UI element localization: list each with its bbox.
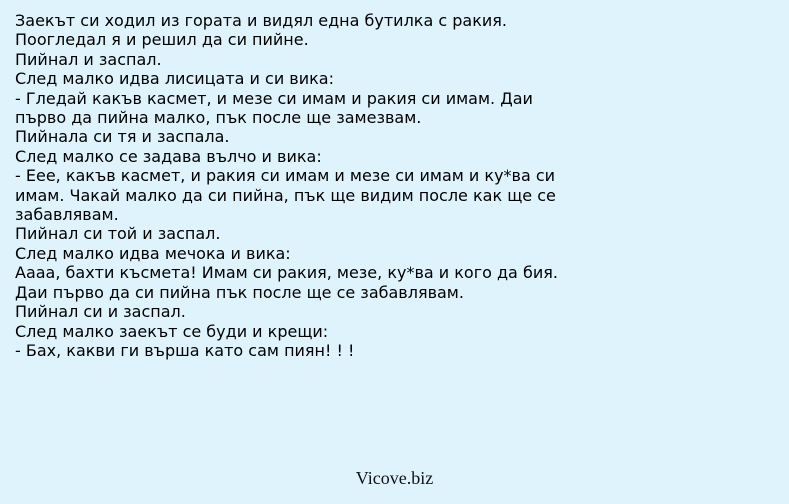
site-name-footer: Vicove.biz xyxy=(355,468,434,488)
joke-text: Заекът си ходил из гората и видял една бутилка с ракия. Поогледал я и решил да си пийне. Пийнал и заспал. След малко идва лисицата и си вика: - Гледай какъв касмет, и мезе си имам и ракия си имам. Даи първо да пийна малко, пък после ще замезвам. Пийнала си тя и заспала. След малко се задава вълчо и вика: - Еее, какъв касмет, и ракия си имам и мезе си имам и ку*ва си имам. Чакай малко да си пийна, пък ще видим после как ще се забавлявам. Пийнал си той и заспал. След малко идва мечока и вика: Аааа, бахти късмета! Имам си ракия, мезе, ку*ва и кого да бия. Даи първо да си пийна пък после ще се забавлявам. Пийнал си и заспал. След малко заекът се буди и крещи: - Бах, какви ги върша като сам пиян! ! ! xyxy=(15,11,558,360)
